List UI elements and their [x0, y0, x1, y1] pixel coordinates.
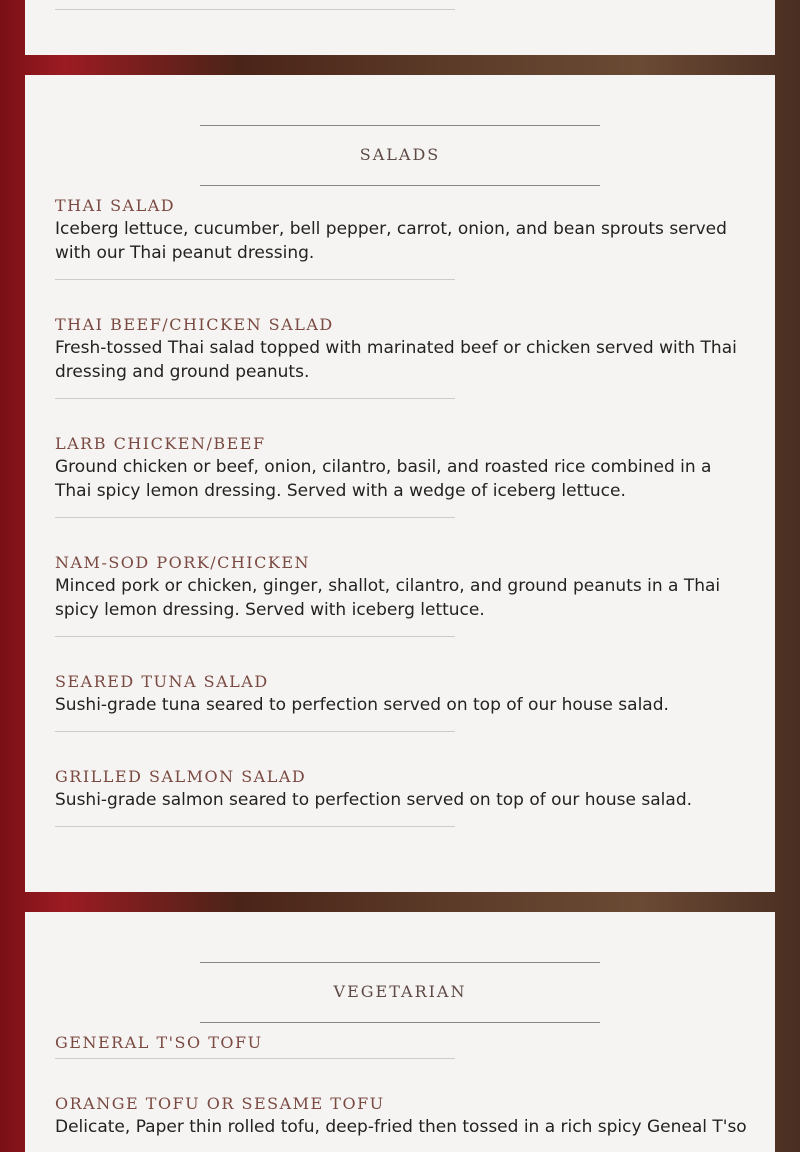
previous-section-panel — [25, 0, 775, 55]
menu-item — [55, 671, 745, 717]
menu-item-description: Ground chicken or beef, onion, cilantro, basil, and roasted rice combined in a Thai spicy lemon dressing. Served with a wedge of iceberg lettuce. — [55, 457, 712, 501]
menu-item — [55, 433, 745, 503]
menu-item-name: ORANGE TOFU OR SESAME TOFU — [55, 1094, 385, 1113]
item-divider — [55, 517, 455, 518]
menu-item-name: GENERAL T'SO TOFU — [55, 1033, 263, 1052]
menu-item-name: THAI BEEF/CHICKEN SALAD — [55, 315, 334, 334]
item-divider — [55, 9, 455, 10]
menu-item-description: Delicate, Paper thin rolled tofu, deep-fried then tossed in a rich spicy Geneal T'so — [55, 1117, 747, 1137]
menu-item — [55, 1032, 745, 1054]
menu-item-description: Minced pork or chicken, ginger, shallot, cilantro, and ground peanuts in a Thai spicy lemon dressing. Served with iceberg lettuce. — [55, 576, 721, 620]
menu-item-description: Fresh-tossed Thai salad topped with marinated beef or chicken served with Thai dressing and ground peanuts. — [55, 338, 737, 382]
item-divider — [55, 279, 455, 280]
menu-item-description: Sushi-grade salmon seared to perfection served on top of our house salad. — [55, 790, 693, 810]
menu-item — [55, 552, 745, 622]
menu-item — [55, 766, 745, 812]
item-divider — [55, 398, 455, 399]
menu-item — [55, 314, 745, 384]
item-divider — [55, 826, 455, 827]
menu-item-description: Sushi-grade tuna seared to perfection served on top of our house salad. — [55, 695, 669, 715]
item-divider — [55, 636, 455, 637]
menu-item — [55, 1093, 745, 1139]
section-divider-bottom — [200, 185, 600, 186]
menu-item — [55, 195, 745, 265]
section-divider-top — [200, 125, 600, 126]
item-divider — [55, 1058, 455, 1059]
vegetarian-section — [25, 912, 775, 1152]
item-divider — [55, 731, 455, 732]
section-title: SALADS — [359, 145, 441, 164]
menu-item-name: SEARED TUNA SALAD — [55, 672, 269, 691]
salads-section — [25, 75, 775, 892]
section-title: VEGETARIAN — [333, 982, 467, 1001]
menu-item-name: LARB CHICKEN/BEEF — [55, 434, 266, 453]
menu-item-name: THAI SALAD — [55, 196, 176, 215]
section-divider-bottom — [200, 1022, 600, 1023]
menu-item-name: NAM-SOD PORK/CHICKEN — [55, 553, 310, 572]
menu-item-name: GRILLED SALMON SALAD — [55, 767, 307, 786]
section-divider-top — [200, 962, 600, 963]
menu-item-description: Iceberg lettuce, cucumber, bell pepper, carrot, onion, and bean sprouts served with our Thai peanut dressing. — [55, 219, 727, 263]
